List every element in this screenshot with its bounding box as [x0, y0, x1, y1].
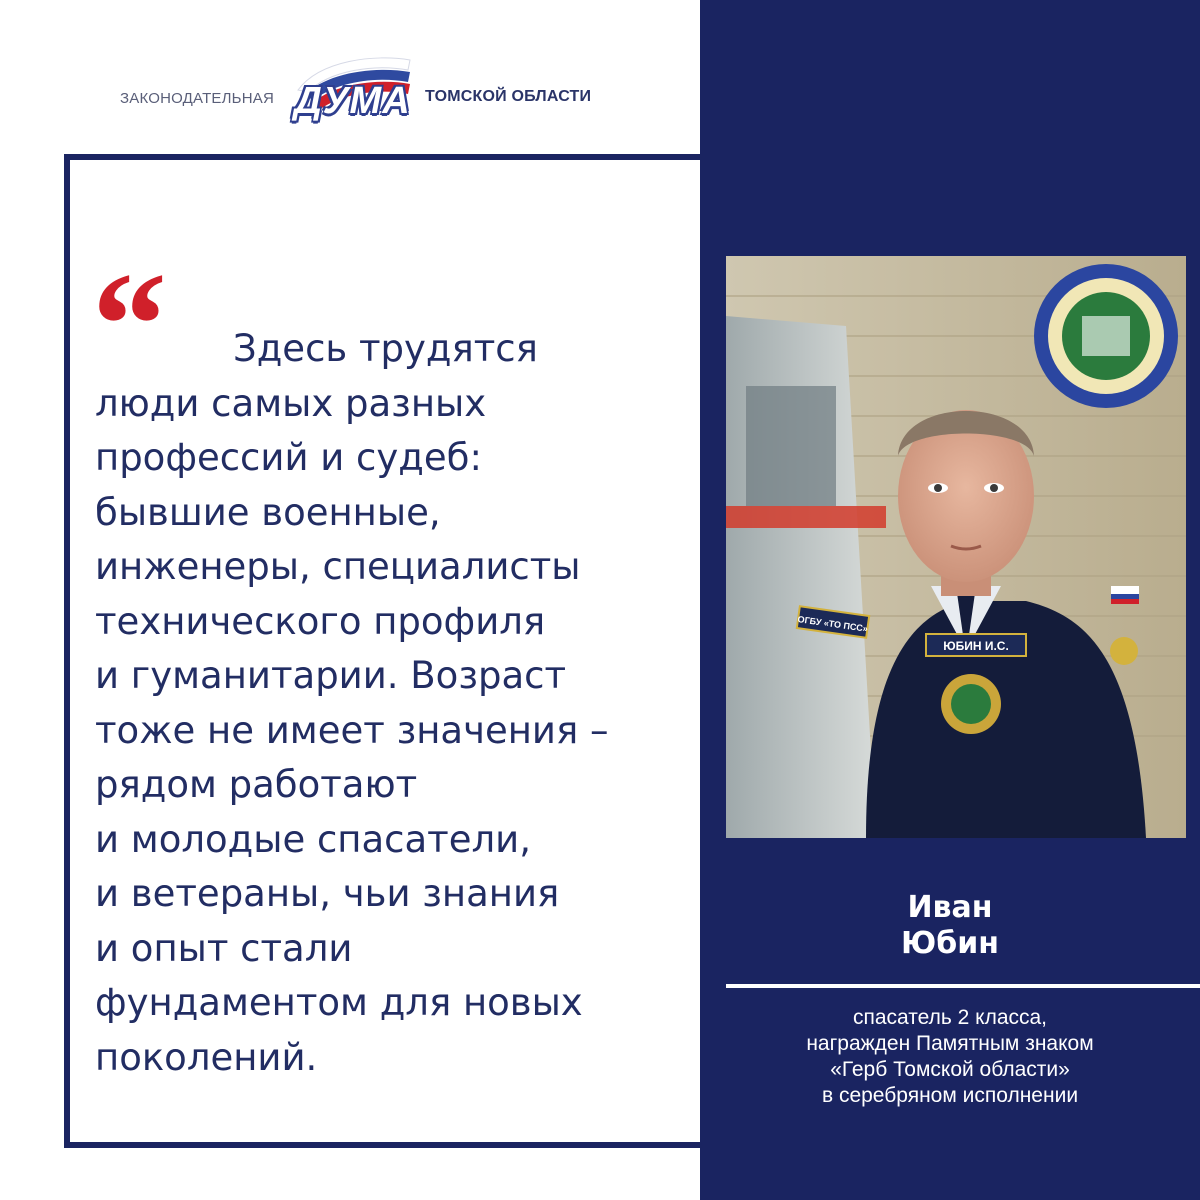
- quote-line: инженеры, специалисты: [95, 545, 581, 588]
- portrait-photo: [726, 256, 1186, 838]
- quote-line: тоже не имеет значения –: [95, 708, 609, 752]
- position-line: «Герб Томской области»: [830, 1058, 1070, 1081]
- position-line: в серебряном исполнении: [821, 1084, 1079, 1107]
- quote-line: технического профиля: [95, 599, 546, 643]
- quote-frame-bottom-edge: [64, 1142, 704, 1148]
- quote-line: и гуманитарии. Возраст: [95, 654, 567, 697]
- quote-text: [95, 322, 695, 1085]
- portrait-illustration: [726, 256, 1186, 838]
- person-last-name: Юбин: [901, 926, 999, 961]
- quote-line: рядом работают: [95, 763, 418, 806]
- quote-line: и молодые спасатели,: [95, 817, 531, 861]
- name-badge-text: ЮБИН И.С.: [943, 639, 1009, 653]
- quote-line: поколений.: [95, 1035, 318, 1079]
- org-name-right: ТОМСКОЙ ОБЛАСТИ: [425, 88, 592, 105]
- org-name-left: ЗАКОНОДАТЕЛЬНАЯ: [120, 90, 274, 107]
- quote-line: профессий и судеб:: [95, 436, 482, 479]
- person-position: [700, 1005, 1200, 1109]
- quote-line: и опыт стали: [95, 926, 353, 970]
- quote-line: фундаментом для новых: [95, 981, 583, 1024]
- org-badge-text: ОГБУ «ТО ПСС»: [797, 614, 869, 634]
- logo-word: ДУМА: [294, 80, 411, 122]
- person-first-name: Иван: [907, 890, 993, 925]
- quote-line: бывшие военные,: [95, 490, 441, 534]
- quote-line: и ветераны, чьи знания: [95, 872, 560, 915]
- position-line: награжден Памятным знаком: [806, 1032, 1094, 1055]
- person-name: [700, 890, 1200, 962]
- position-line: спасатель 2 класса,: [852, 1006, 1048, 1029]
- quote-mark-icon: “: [92, 242, 167, 408]
- quote-line: люди самых разных: [95, 381, 487, 425]
- name-divider: [726, 984, 1200, 988]
- quote-frame-top-edge: [64, 154, 704, 160]
- quote-line: Здесь трудятся: [233, 327, 538, 370]
- duma-logo: [280, 50, 425, 122]
- header: [0, 40, 700, 140]
